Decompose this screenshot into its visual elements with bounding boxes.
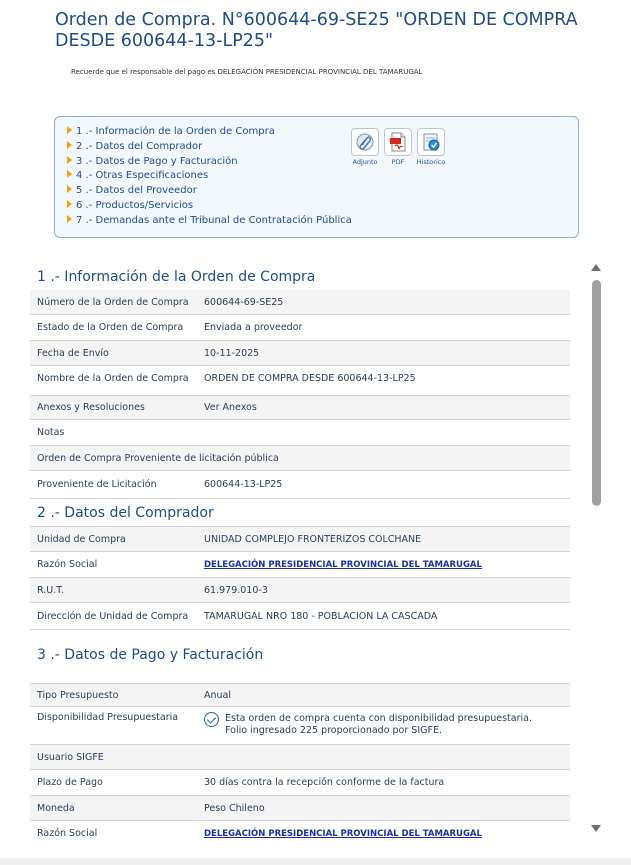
history-icon <box>417 128 445 156</box>
pdf-icon <box>384 128 412 156</box>
field-label: Disponibilidad Presupuestaria <box>37 712 179 723</box>
field-label: Razón Social <box>37 559 98 570</box>
scroll-up-icon[interactable] <box>591 264 601 271</box>
table-row <box>30 290 570 315</box>
table-row <box>30 683 570 707</box>
nav-item-label: 4 .- Otras Especificaciones <box>76 170 209 182</box>
field-label: Fecha de Envío <box>37 347 109 359</box>
nav-item-pago[interactable] <box>67 155 352 170</box>
section-nav-box <box>54 116 579 238</box>
field-label: Nombre de la Orden de Compra <box>37 373 189 384</box>
field-value: ORDEN DE COMPRA DESDE 600644-13-LP25 <box>204 373 416 384</box>
field-label: Proveniente de Licitación <box>37 479 157 490</box>
field-label: Número de la Orden de Compra <box>37 296 189 308</box>
nav-item-productos[interactable] <box>67 199 352 214</box>
nav-item-comprador[interactable] <box>67 140 352 155</box>
budget-line-2: Folio ingresado 225 proporcionado por SIGFE. <box>225 725 442 736</box>
field-label: Dirección de Unidad de Compra <box>37 610 189 622</box>
historico-label: Historico <box>416 158 446 166</box>
arrow-right-icon <box>67 156 72 164</box>
table-row <box>30 366 570 396</box>
field-label: Anexos y Resoluciones <box>37 402 145 413</box>
paperclip-icon <box>351 128 379 156</box>
table-row <box>30 341 570 366</box>
field-value: 600644-13-LP25 <box>204 479 283 490</box>
nav-item-demandas[interactable] <box>67 214 352 229</box>
nav-item-proveedor[interactable] <box>67 184 352 199</box>
table-row <box>30 821 570 844</box>
arrow-right-icon <box>67 141 72 149</box>
razon-social-link[interactable]: DELEGACIÓN PRESIDENCIAL PROVINCIAL DEL TAMARUGAL <box>204 829 482 839</box>
field-value <box>197 559 570 570</box>
nav-item-label: 5 .- Datos del Proveedor <box>76 185 197 197</box>
details-content <box>30 258 570 844</box>
field-label: Notas <box>37 427 65 438</box>
nav-item-label: 2 .- Datos del Comprador <box>76 140 203 152</box>
field-label: Estado de la Orden de Compra <box>37 322 184 333</box>
page-title: Orden de Compra. N°600644-69-SE25 "ORDEN DE COMPRA DESDE 600644-13-LP25" <box>55 10 578 51</box>
field-value: 10-11-2025 <box>204 347 260 359</box>
field-value: 61.979.010-3 <box>204 584 268 596</box>
adjunto-label: Adjunto <box>352 158 378 166</box>
arrow-right-icon <box>67 170 72 178</box>
field-label: Unidad de Compra <box>37 533 126 545</box>
field-value: 30 días contra la recepción conforme de la factura <box>204 777 445 788</box>
nav-item-label: 3 .- Datos de Pago y Facturación <box>76 155 238 167</box>
bottom-bar <box>0 858 631 865</box>
field-value: Enviada a proveedor <box>204 322 303 333</box>
field-value: TAMARUGAL NRO 180 - POBLACION LA CASCADA <box>204 610 438 622</box>
table-row <box>30 745 570 770</box>
table-row <box>30 796 570 821</box>
arrow-right-icon <box>67 215 72 223</box>
responsible-note: Recuerde que el responsable del pago es DELEGACIÓN PRESIDENCIAL PROVINCIAL DEL TAMARUGAL <box>71 68 423 76</box>
table-row <box>30 396 570 420</box>
field-value: UNIDAD COMPLEJO FRONTERIZOS COLCHANE <box>204 533 422 545</box>
pdf-button[interactable] <box>382 128 414 166</box>
details-scroll-area[interactable] <box>0 258 631 844</box>
table-row <box>30 527 570 552</box>
vertical-scrollbar[interactable] <box>588 258 604 840</box>
nav-item-informacion[interactable] <box>67 125 352 140</box>
field-label: Moneda <box>37 802 75 814</box>
field-label: Tipo Presupuesto <box>37 689 119 701</box>
arrow-right-icon <box>67 200 72 208</box>
ver-anexos-link[interactable]: Ver Anexos <box>204 402 257 413</box>
field-value: Anual <box>204 689 232 701</box>
scrollbar-thumb[interactable] <box>592 280 601 506</box>
nav-item-label: 6 .- Productos/Servicios <box>76 199 194 211</box>
pdf-label: PDF <box>391 158 405 166</box>
field-label: Orden de Compra Proveniente de licitación pública <box>37 452 279 464</box>
table-row <box>30 707 570 745</box>
nav-item-label: 1 .- Información de la Orden de Compra <box>76 126 275 137</box>
arrow-right-icon <box>67 126 72 134</box>
field-value <box>197 712 570 737</box>
arrow-right-icon <box>67 185 72 193</box>
field-value: 600644-69-SE25 <box>204 296 284 308</box>
scroll-down-icon[interactable] <box>591 825 601 832</box>
table-row <box>30 603 570 630</box>
razon-social-link[interactable]: DELEGACIÓN PRESIDENCIAL PROVINCIAL DEL TAMARUGAL <box>204 560 482 570</box>
section-title-pago: 3 .- Datos de Pago y Facturación <box>37 647 264 663</box>
field-value <box>197 828 570 839</box>
table-row <box>30 578 570 603</box>
nav-item-label: 7 .- Demandas ante el Tribunal de Contratación Pública <box>76 214 352 226</box>
field-label: Razón Social <box>37 828 98 839</box>
section-title-comprador: 2 .- Datos del Comprador <box>30 499 570 527</box>
historico-button[interactable] <box>415 128 447 166</box>
section-title-informacion: 1 .- Información de la Orden de Compra <box>37 269 316 285</box>
section-nav-list <box>67 125 352 229</box>
adjunto-button[interactable] <box>349 128 381 166</box>
field-label: Usuario SIGFE <box>37 751 104 763</box>
table-row <box>30 420 570 446</box>
check-circle-icon <box>204 712 219 727</box>
table-row <box>30 446 570 471</box>
table-row <box>30 471 570 499</box>
table-row <box>30 770 570 796</box>
budget-line-1: Esta orden de compra cuenta con disponibilidad presupuestaria. <box>225 713 532 724</box>
table-row <box>30 315 570 341</box>
field-value: Peso Chileno <box>204 802 265 814</box>
field-label: Plazo de Pago <box>37 777 103 788</box>
nav-item-especificaciones[interactable] <box>67 169 352 184</box>
field-label: R.U.T. <box>37 584 64 596</box>
budget-availability-text <box>225 712 532 737</box>
table-row <box>30 552 570 578</box>
